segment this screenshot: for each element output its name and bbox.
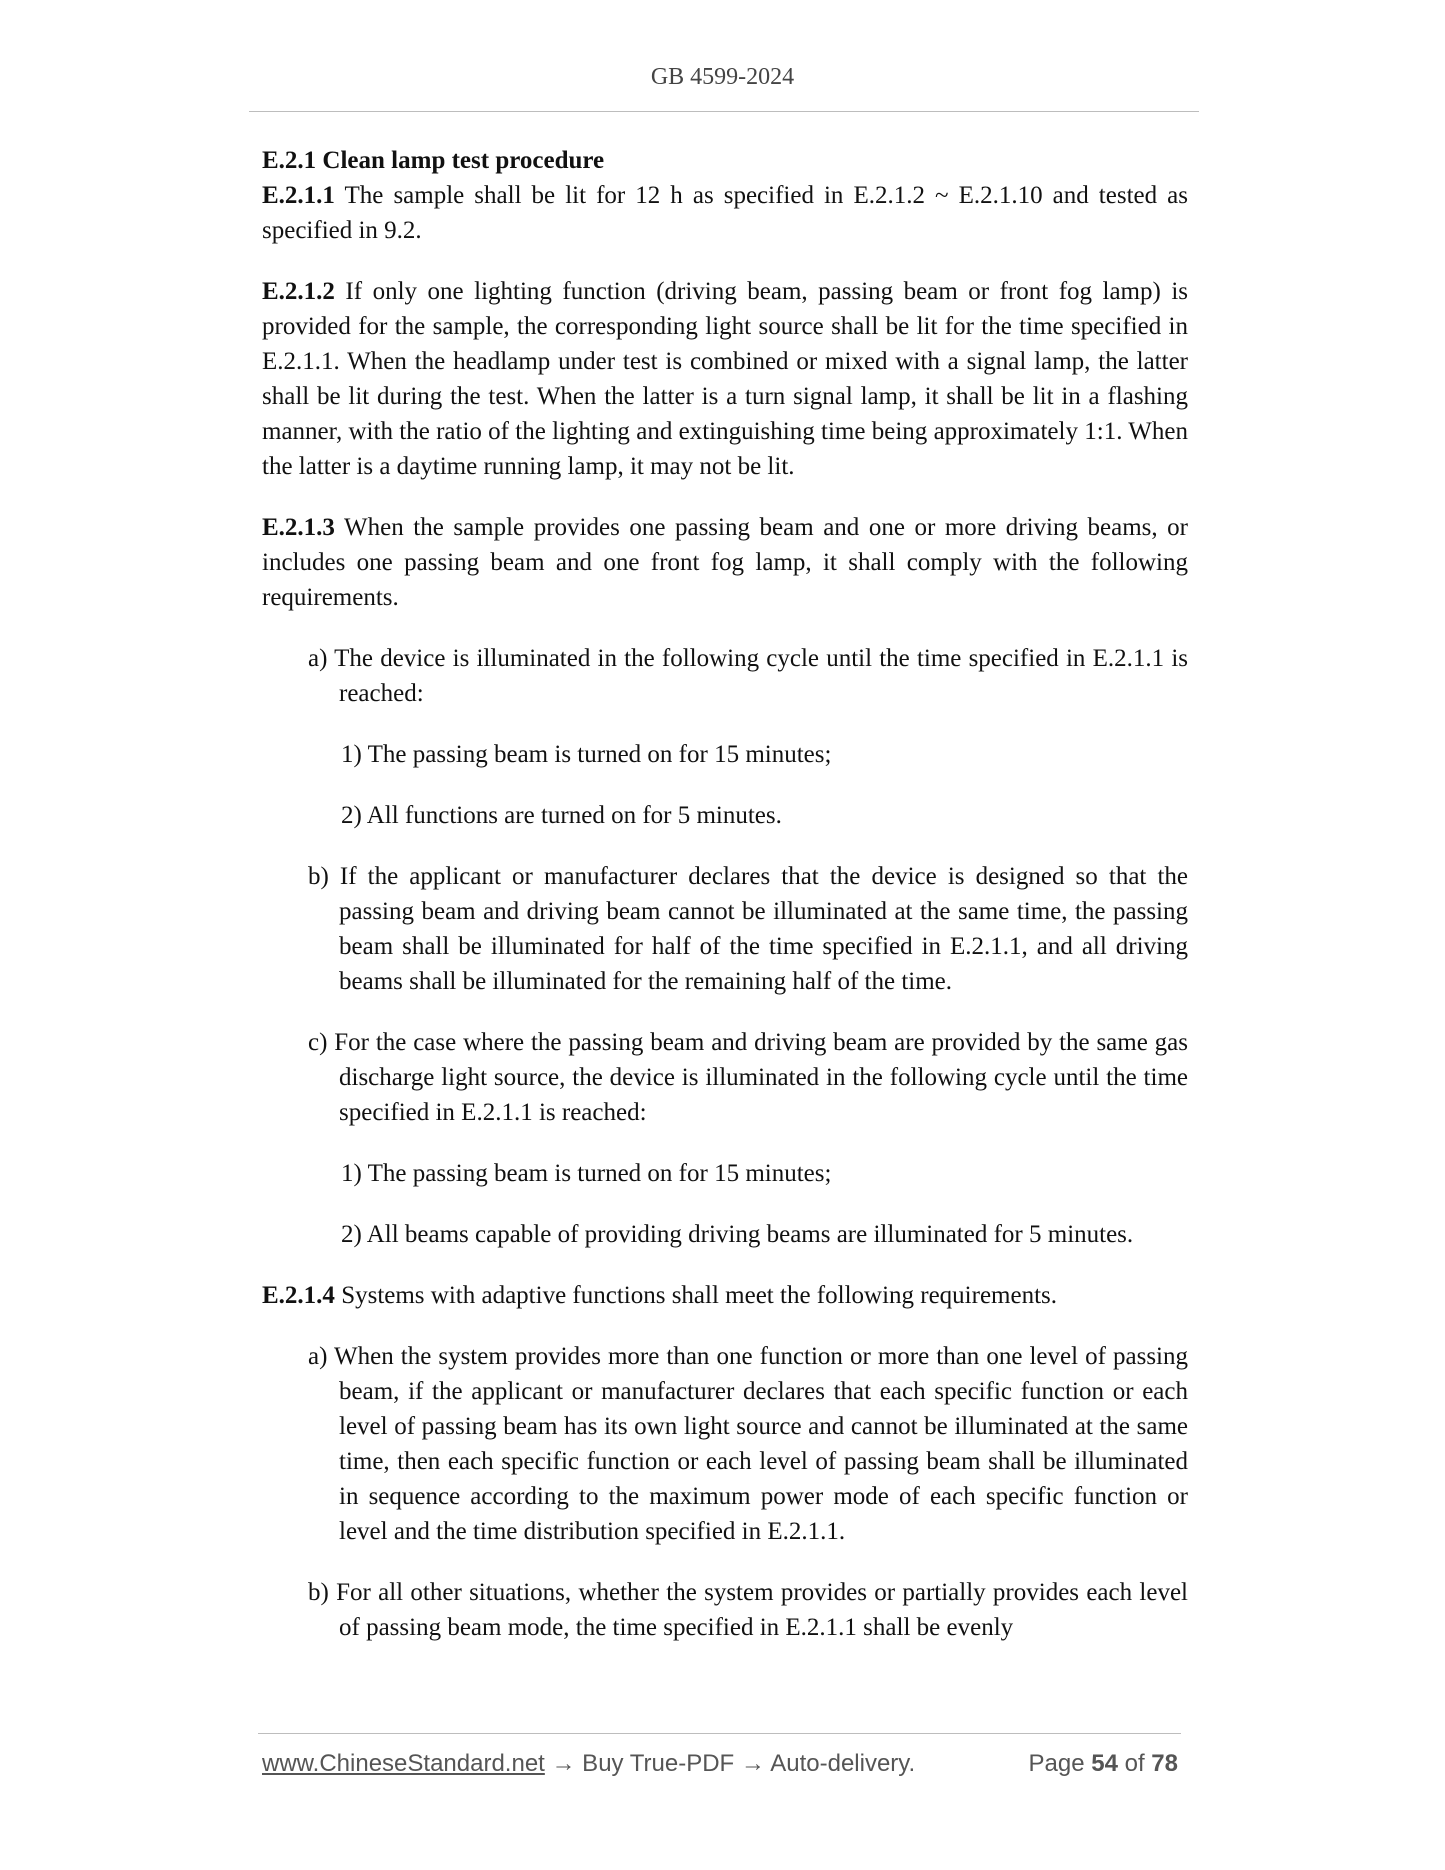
clause-text: Systems with adaptive functions shall meet the following requirements.	[334, 1282, 1058, 1309]
document-body	[262, 143, 1188, 1645]
clause-e2-1-1	[262, 178, 1188, 248]
list-item-c: c) For the case where the passing beam and driving beam are provided by the same gas discharge light source, the device is illuminated in the following cycle until the time specified in E.2.1.1 is reached:	[308, 1029, 1188, 1126]
list-item-b: b) If the applicant or manufacturer declares that the device is designed so that the passing beam and driving beam cannot be illuminated at the same time, the passing beam shall be illuminated for half of the time specified in E.2.1.1, and all driving beams shall be illuminated for the remaining half of the time.	[308, 863, 1188, 995]
clause-text: When the sample provides one passing beam and one or more driving beams, or includes one passing beam and one front fog lamp, it shall comply with the following requirements.	[262, 514, 1188, 611]
sub-item-1: 1) The passing beam is turned on for 15 minutes;	[341, 1160, 832, 1187]
total-pages: 78	[1151, 1750, 1178, 1777]
promo-text: → Buy True-PDF → Auto-delivery.	[544, 1750, 916, 1777]
footer-promo	[262, 1750, 915, 1778]
sub-item-2: 2) All functions are turned on for 5 minutes.	[341, 802, 782, 829]
clause-ref: E.2.1.3	[262, 514, 335, 541]
clause-ref: E.2.1.1	[262, 182, 335, 209]
clause-ref: E.2.1.2	[262, 278, 335, 305]
sub-item-1: 1) The passing beam is turned on for 15 minutes;	[341, 741, 832, 768]
footer-divider	[258, 1733, 1181, 1734]
clause-e2-1-4	[262, 1278, 1188, 1313]
list-item-a: a) When the system provides more than one function or more than one level of passing beam, if the applicant or manufacturer declares that each specific function or each level of passing beam has its own light source and cannot be illuminated at the same time, then each specific function or each level of passing beam shall be illuminated in sequence according to the maximum power mode of each specific function or level and the time distribution specified in E.2.1.1.	[308, 1343, 1188, 1545]
clause-text: If only one lighting function (driving beam, passing beam or front fog lamp) is provided for the sample, the corresponding light source shall be lit for the time specified in E.2.1.1. When the headlamp under test is combined or mixed with a signal lamp, the latter shall be lit during the test. When the latter is a turn signal lamp, it shall be lit in a flashing manner, with the ratio of the lighting and extinguishing time being approximately 1:1. When the latter is a daytime running lamp, it may not be lit.	[262, 278, 1188, 480]
site-link[interactable]: www.ChineseStandard.net	[262, 1750, 545, 1777]
page-number	[1029, 1750, 1179, 1778]
sub-item-2: 2) All beams capable of providing driving beams are illuminated for 5 minutes.	[341, 1221, 1134, 1248]
page-of: of	[1124, 1750, 1145, 1777]
section-title: E.2.1 Clean lamp test procedure	[262, 147, 605, 174]
list-item-b: b) For all other situations, whether the system provides or partially provides each level of passing beam mode, the time specified in E.2.1.1 shall be evenly	[308, 1579, 1188, 1641]
page-footer	[262, 1750, 1182, 1784]
clause-e2-1-2	[262, 274, 1188, 484]
clause-ref: E.2.1.4	[262, 1282, 335, 1309]
clause-text: The sample shall be lit for 12 h as specified in E.2.1.2 ~ E.2.1.10 and tested as specified in 9.2.	[262, 182, 1188, 244]
header-divider	[249, 111, 1199, 112]
list-item-a: a) The device is illuminated in the following cycle until the time specified in E.2.1.1 is reached:	[308, 645, 1188, 707]
document-id-header: GB 4599-2024	[650, 64, 795, 90]
page-label: Page	[1028, 1750, 1085, 1777]
clause-e2-1-3	[262, 510, 1188, 615]
current-page: 54	[1091, 1750, 1118, 1777]
